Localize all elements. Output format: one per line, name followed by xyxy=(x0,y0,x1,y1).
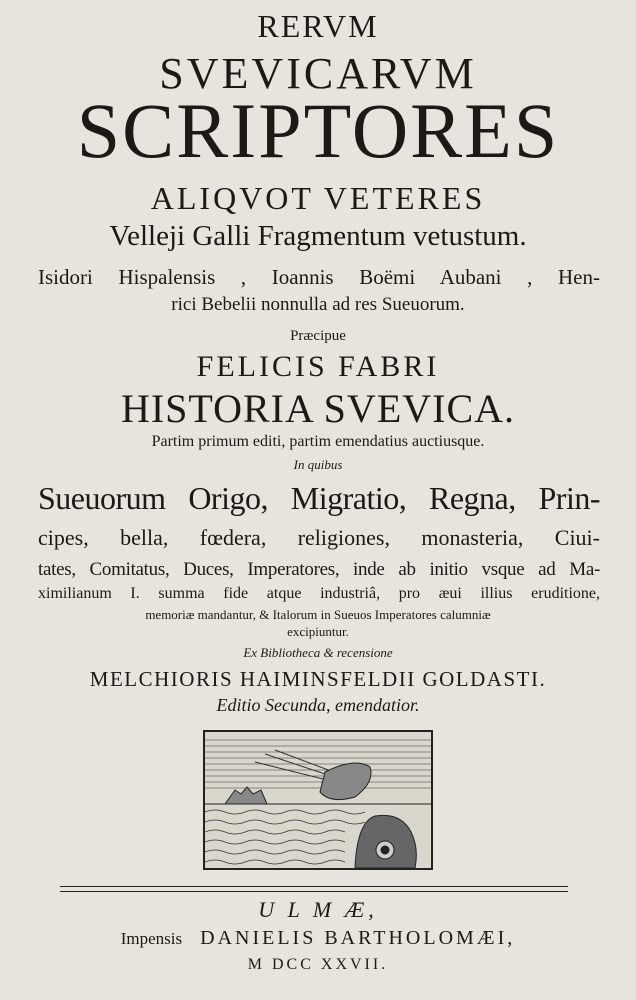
body-line-4: ximilianum I. summa fide atque industriâ, pro æui illius eruditione, xyxy=(38,585,600,602)
imprint-rule-bottom xyxy=(60,891,568,892)
felicis-fabri-heading: FELICIS FABRI xyxy=(196,350,440,383)
vignette-engraving xyxy=(205,732,431,868)
title-line-isidori: Isidori Hispalensis , Ioannis Boëmi Aubani , Hen- xyxy=(38,265,600,289)
imprint-city: U L M Æ, xyxy=(258,897,378,922)
title-line-suevicarum: SVEVICARVM xyxy=(159,49,477,98)
body-line-2: cipes, bella, fœdera, religiones, monasteria, Ciui- xyxy=(38,525,600,550)
body-line-1: Sueuorum Origo, Migratio, Regna, Prin- xyxy=(38,480,600,516)
historia-suevica-heading: HISTORIA SVEVICA. xyxy=(120,386,516,431)
imprint-rule-top xyxy=(60,886,568,887)
imprint-publisher-line xyxy=(0,927,636,950)
imprint-publisher: DANIELIS BARTHOLOMÆI, xyxy=(200,927,516,949)
title-line-rerum: RERVM xyxy=(257,8,379,44)
imprint-impensis: Impensis xyxy=(120,929,183,948)
edition-line: Editio Secunda, emendatior. xyxy=(216,695,420,715)
in-quibus-label: In quibus xyxy=(293,457,343,472)
title-line-bebelii: rici Bebelii nonnulla ad res Sueuorum. xyxy=(171,294,465,315)
printer-device-vignette xyxy=(203,730,433,870)
imprint-year: M DCC XXVII. xyxy=(247,956,389,973)
body-line-3: tates, Comitatus, Duces, Imperatores, inde ab initio vsque ad Ma- xyxy=(38,559,600,580)
title-line-scriptores: SCRIPTORES xyxy=(76,87,560,174)
ex-bibliotheca-line: Ex Bibliotheca & recensione xyxy=(243,645,393,660)
editor-name: MELCHIORIS HAIMINSFELDII GOLDASTI. xyxy=(89,667,547,691)
title-line-velleji: Velleji Galli Fragmentum vetustum. xyxy=(109,220,527,252)
praecipue-label: Præcipue xyxy=(290,328,346,344)
body-line-5: memoriæ mandantur, & Italorum in Sueuos Imperatores calumniæ xyxy=(145,607,491,622)
title-line-aliquot-veteres: ALIQVOT VETERES xyxy=(150,180,486,216)
body-line-6: excipiuntur. xyxy=(287,624,349,639)
partim-line: Partim primum editi, partim emendatius auctiusque. xyxy=(151,433,485,450)
